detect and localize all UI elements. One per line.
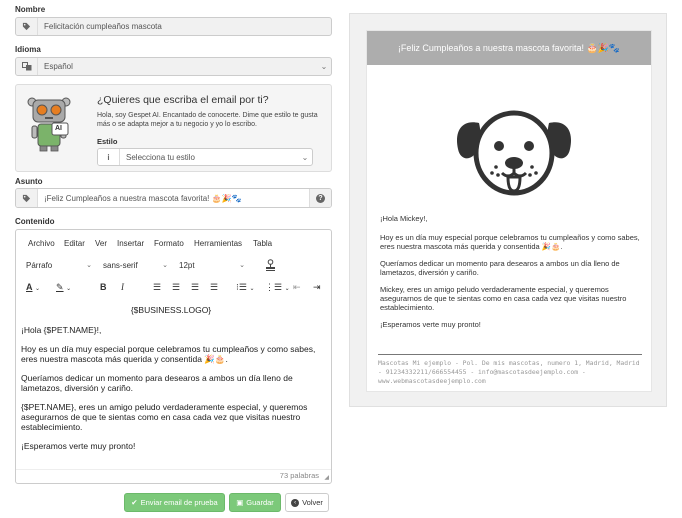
save-button[interactable]: ▣ Guardar: [229, 493, 281, 512]
preview-header: ¡Feliz Cumpleaños a nuestra mascota favorita! 🎂🎉🐾: [367, 31, 651, 65]
rich-text-editor[interactable]: [15, 229, 332, 484]
asunto-label: Asunto: [15, 177, 43, 186]
format-toolbar: [16, 258, 331, 276]
preview-closing: ¡Esperamos verte muy pronto!: [380, 320, 481, 329]
menu-editar[interactable]: Editar: [64, 239, 85, 248]
highlight-icon[interactable]: ✎ ⌄: [56, 282, 72, 292]
text-color-icon[interactable]: A ⌄: [26, 282, 41, 292]
preview-paragraph-2: Queríamos dedicar un momento para desearos a ambos un día lleno de lametazos, diversión y cariño.: [380, 259, 620, 277]
estilo-select[interactable]: [97, 148, 313, 166]
editor-content[interactable]: [21, 305, 321, 460]
menu-archivo[interactable]: Archivo: [28, 239, 55, 248]
chevron-down-icon: ⌄: [239, 262, 245, 269]
contenido-label: Contenido: [15, 217, 55, 226]
footer-line-2: - 91234332211/666554455 - info@mascotasdeejemplo.com -: [378, 368, 586, 376]
status-divider: [16, 469, 331, 470]
block-format-select[interactable]: Párrafo ⌄: [26, 261, 92, 270]
language-icon: [16, 58, 38, 75]
editor-greeting: ¡Hola {$PET.NAME}!,: [21, 325, 102, 335]
estilo-placeholder: Selecciona tu estilo: [126, 152, 195, 162]
editor-paragraph-3: {$PET.NAME}, eres un amigo peludo verdaderamente especial, y queremos asegurarnos de que te sientas como en casa cada vez que visitas nuestro establecimiento.: [21, 402, 308, 432]
numbered-list-icon[interactable]: ⋮☰ ⌄: [265, 282, 290, 292]
bullet-list-icon[interactable]: ⁝☰ ⌄: [236, 282, 255, 292]
preview-paragraph-3: Mickey, eres un amigo peludo verdaderamente especial, y queremos asegurarnos de que te sientas como en casa cada vez que visitas nuestro establecimiento.: [380, 285, 627, 312]
menu-herramientas[interactable]: Herramientas: [194, 239, 243, 248]
back-arrow-icon: ‹: [291, 499, 299, 507]
font-family-select[interactable]: sans-serif ⌄: [103, 261, 168, 270]
nombre-value: Felicitación cumpleaños mascota: [44, 22, 162, 31]
stamp-icon[interactable]: [265, 259, 276, 273]
chevron-down-icon: ⌄: [162, 262, 168, 269]
email-preview: [366, 30, 652, 392]
bold-icon[interactable]: B: [100, 282, 107, 292]
dog-icon: [454, 101, 574, 201]
footer-line-1: Mascotas Mi ejemplo - Pol. De mis mascotas, numero 1, Madrid, Madrid: [378, 359, 640, 367]
preview-footer: [378, 359, 648, 386]
back-button[interactable]: ‹ Volver: [285, 493, 329, 512]
email-preview-frame: [349, 13, 667, 407]
preview-footer-divider: [378, 354, 642, 355]
ai-title: ¿Quieres que escriba el email por ti?: [97, 94, 269, 106]
asunto-input[interactable]: [15, 188, 332, 208]
align-left-icon[interactable]: ☰: [153, 282, 162, 292]
ai-writer-panel: [15, 84, 332, 172]
preview-paragraph-1: Hoy es un día muy especial porque celebramos tu cumpleaños y como sabes, eres nuestra mascota más querida y consentida 🎉🎂.: [380, 233, 640, 251]
editor-paragraph-1: Hoy es un día muy especial porque celebramos tu cumpleaños y como sabes, eres nuestra mascota más querida y consentida 🎉🎂.: [21, 344, 316, 364]
menu-formato[interactable]: Formato: [154, 239, 184, 248]
idioma-value: Español: [44, 62, 73, 71]
tag-icon: [16, 189, 38, 207]
editor-closing: ¡Esperamos verte muy pronto!: [21, 441, 136, 451]
align-center-icon[interactable]: ☰: [172, 282, 181, 292]
tag-icon: [16, 18, 38, 35]
preview-greeting: ¡Hola Mickey!,: [380, 214, 428, 223]
align-right-icon[interactable]: ☰: [191, 282, 200, 292]
preview-body: [380, 214, 642, 337]
menu-ver[interactable]: Ver: [95, 239, 108, 248]
nombre-input[interactable]: [15, 17, 332, 36]
save-icon: ▣: [236, 498, 244, 507]
editor-menubar: [16, 230, 331, 256]
idioma-label: Idioma: [15, 45, 41, 54]
asunto-value: ¡Feliz Cumpleaños a nuestra mascota favorita! 🎂🎉🐾: [44, 193, 242, 203]
style-toolbar: [16, 280, 331, 298]
check-icon: ✔: [131, 498, 138, 507]
indent-icon[interactable]: ⇥: [313, 282, 321, 292]
menu-tabla[interactable]: Tabla: [253, 239, 273, 248]
logo-placeholder: {$BUSINESS.LOGO}: [130, 305, 212, 315]
chevron-down-icon: ⌄: [320, 62, 328, 71]
editor-paragraph-2: Queríamos dedicar un momento para desearos a ambos un día lleno de lametazos, diversión y cariño.: [21, 373, 293, 393]
send-test-email-button[interactable]: ✔ Enviar email de prueba: [124, 493, 225, 512]
nombre-label: Nombre: [15, 5, 46, 14]
chevron-down-icon: ⌄: [86, 262, 92, 269]
info-icon: i: [98, 149, 120, 165]
word-count: 73 palabras: [279, 471, 319, 480]
footer-line-3: www.webmascotasdeejemplo.com: [378, 377, 486, 385]
robot-badge: AI: [55, 125, 62, 132]
italic-icon[interactable]: I: [121, 282, 124, 292]
ai-description: Hola, soy Gespet AI. Encantado de conocerte. Dime que estilo te gusta más o se adapta mejor a tu negocio y yo lo escribo.: [97, 112, 318, 128]
robot-icon: [26, 95, 72, 153]
estilo-label: Estilo: [97, 137, 118, 146]
outdent-icon[interactable]: ⇤: [293, 282, 301, 292]
chevron-down-icon: ⌄: [301, 152, 309, 162]
idioma-select[interactable]: [15, 57, 332, 76]
font-size-select[interactable]: 12pt ⌄: [179, 261, 245, 270]
resize-handle[interactable]: ◢: [324, 475, 329, 481]
menu-insertar[interactable]: Insertar: [117, 239, 145, 248]
justify-icon[interactable]: ☰: [210, 282, 219, 292]
help-icon[interactable]: ?: [309, 189, 331, 207]
